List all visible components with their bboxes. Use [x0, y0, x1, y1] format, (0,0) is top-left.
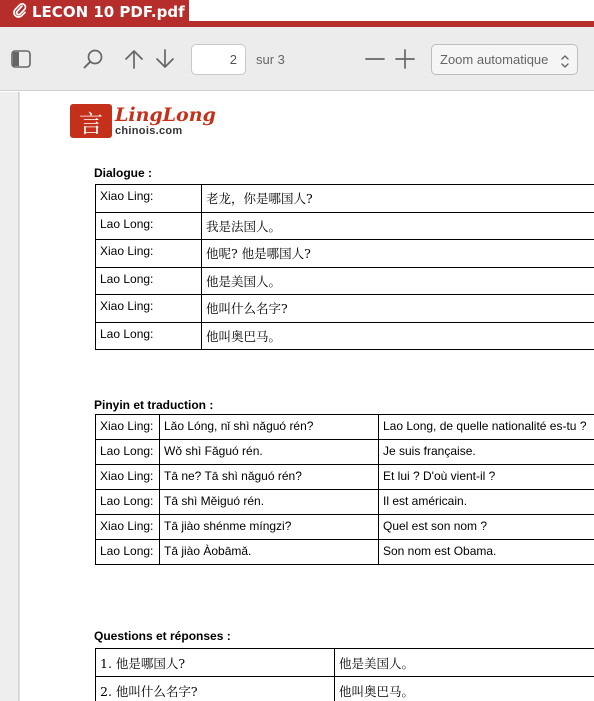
search-icon[interactable] — [81, 47, 105, 71]
table-row — [96, 267, 594, 295]
dialogue-table — [95, 184, 594, 350]
table-row — [96, 415, 594, 440]
speaker-cell: Xiao Ling: — [96, 415, 160, 440]
dialogue-title: Dialogue : — [94, 166, 153, 180]
pinyin-title: Pinyin et traduction : — [94, 398, 214, 412]
speaker-cell: Lao Long: — [96, 322, 202, 350]
linglong-logo — [70, 104, 216, 138]
table-row — [96, 490, 594, 515]
zoom-select-value: Zoom automatique — [440, 52, 549, 67]
table-row — [96, 677, 594, 701]
sidebar-toggle-icon[interactable] — [9, 47, 33, 71]
chinese-text-cell: 他呢? 他是哪国人? — [202, 240, 594, 268]
table-row — [96, 540, 594, 565]
translation-cell: Son nom est Obama. — [379, 540, 594, 565]
toolbar — [0, 27, 594, 91]
questions-table — [95, 648, 594, 701]
speaker-cell: Lao Long: — [96, 540, 160, 565]
next-page-arrow-icon[interactable] — [153, 47, 177, 71]
answer-cell: 他叫奥巴马。 — [335, 677, 594, 701]
speaker-cell: Xiao Ling: — [96, 185, 202, 213]
previous-page-arrow-icon[interactable] — [122, 47, 146, 71]
question-cell: 2. 他叫什么名字? — [96, 677, 335, 701]
speaker-cell: Xiao Ling: — [96, 465, 160, 490]
table-row — [96, 515, 594, 540]
pinyin-cell: Tā jiào shénme míngzi? — [160, 515, 379, 540]
zoom-out-icon[interactable] — [363, 47, 387, 71]
document-tab[interactable] — [0, 0, 189, 23]
questions-title: Questions et réponses : — [94, 629, 231, 643]
zoom-select[interactable] — [431, 44, 578, 75]
document-viewport[interactable] — [0, 92, 594, 701]
chinese-text-cell: 他是美国人。 — [202, 267, 594, 295]
speaker-cell: Lao Long: — [96, 490, 160, 515]
paperclip-icon — [13, 2, 27, 22]
question-cell: 1. 他是哪国人? — [96, 649, 335, 677]
answer-cell: 他是美国人。 — [335, 649, 594, 677]
chinese-text-cell: 我是法国人。 — [202, 212, 594, 240]
logo-sub-text: chinois.com — [115, 124, 183, 137]
table-row — [96, 240, 594, 268]
pinyin-cell: Lǎo Lóng, nǐ shì nǎguó rén? — [160, 415, 379, 440]
pinyin-table — [95, 414, 594, 565]
speaker-cell: Xiao Ling: — [96, 295, 202, 323]
translation-cell: Quel est son nom ? — [379, 515, 594, 540]
chinese-text-cell: 他叫奥巴马。 — [202, 322, 594, 350]
table-row — [96, 649, 594, 677]
pinyin-cell: Tā jiào Àobāmǎ. — [160, 540, 379, 565]
select-chevrons-icon — [560, 51, 570, 80]
page-number-input[interactable]: 2 — [191, 44, 246, 75]
translation-cell: Il est américain. — [379, 490, 594, 515]
tab-strip — [0, 0, 594, 27]
table-row — [96, 465, 594, 490]
logo-main-text: LingLong — [115, 103, 216, 126]
translation-cell: Et lui ? D'où vient-il ? — [379, 465, 594, 490]
logo-seal: 言 — [70, 104, 112, 138]
translation-cell: Lao Long, de quelle nationalité es-tu ? — [379, 415, 594, 440]
table-row — [96, 295, 594, 323]
table-row — [96, 322, 594, 350]
chinese-text-cell: 他叫什么名字? — [202, 295, 594, 323]
sidebar-edge — [0, 92, 19, 701]
translation-cell: Je suis française. — [379, 440, 594, 465]
zoom-in-icon[interactable] — [393, 47, 417, 71]
pinyin-cell: Tā shì Měiguó rén. — [160, 490, 379, 515]
table-row — [96, 185, 594, 213]
table-row — [96, 440, 594, 465]
speaker-cell: Xiao Ling: — [96, 515, 160, 540]
pinyin-cell: Tā ne? Tā shì nǎguó rén? — [160, 465, 379, 490]
table-row — [96, 212, 594, 240]
tab-title: LECON 10 PDF.pdf — [32, 2, 185, 21]
speaker-cell: Lao Long: — [96, 267, 202, 295]
page-count-label: sur 3 — [256, 52, 285, 67]
pinyin-cell: Wǒ shì Fǎguó rén. — [160, 440, 379, 465]
speaker-cell: Xiao Ling: — [96, 240, 202, 268]
chinese-text-cell: 老龙，你是哪国人? — [202, 185, 594, 213]
speaker-cell: Lao Long: — [96, 212, 202, 240]
speaker-cell: Lao Long: — [96, 440, 160, 465]
pdf-page — [20, 92, 594, 701]
